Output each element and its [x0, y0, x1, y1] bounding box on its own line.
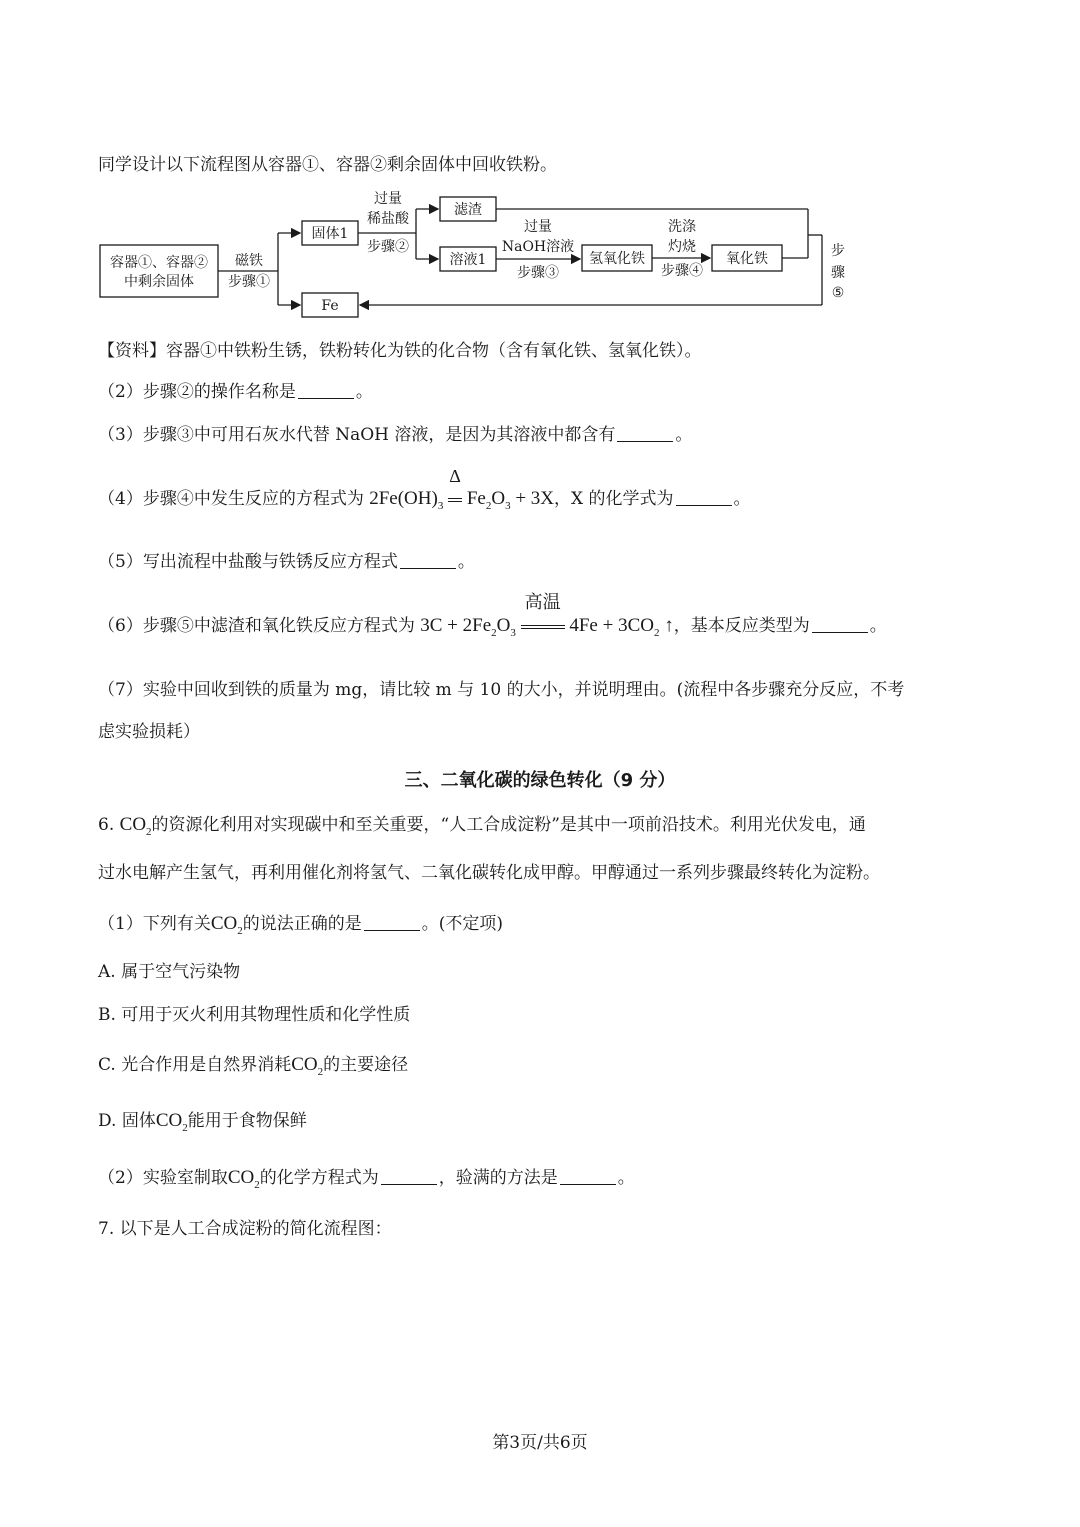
flow-label-step5-a: 步: [831, 243, 845, 259]
flow-label-hcl: 稀盐酸: [367, 211, 409, 227]
answer-blank[interactable]: [617, 441, 673, 442]
answer-blank[interactable]: [676, 505, 732, 506]
problem-6-q2-middle: 的化学方程式为: [259, 1168, 379, 1188]
answer-blank[interactable]: [812, 632, 868, 633]
flow-label-step2: 步骤②: [367, 239, 409, 255]
problem-6-text: 的资源化利用对实现碳中和至关重要，“人工合成淀粉”是其中一项前沿技术。利用光伏发电，通: [151, 815, 866, 835]
answer-blank[interactable]: [364, 930, 420, 931]
problem-6-number: 6.: [98, 815, 115, 835]
flow-label-step3: 步骤③: [517, 265, 559, 281]
flow-label-excess2: 过量: [524, 219, 552, 235]
question-7-line1: （7）实验中回收到铁的质量为 mg，请比较 m 与 10 的大小，并说明理由。(流程中各步骤充分反应，不考: [98, 680, 905, 700]
option-c-suffix: 的主要途径: [323, 1055, 409, 1075]
question-6: （6）步骤⑤中滤渣和氧化铁反应方程式为 $3C + 2Fe_2O_3$ 高温 $4Fe + 3CO_2$ ↑，基本反应类型为 。: [98, 592, 887, 639]
question-5: （5）写出流程中盐酸与铁锈反应方程式 。: [98, 552, 475, 572]
flow-label-naoh: NaOH溶液: [501, 239, 575, 255]
question-6-text: （6）步骤⑤中滤渣和氧化铁反应方程式为: [98, 616, 415, 636]
option-d-prefix: D. 固体: [98, 1111, 156, 1131]
problem-6-line1: 6. $CO_2$的资源化利用对实现碳中和至关重要，“人工合成淀粉”是其中一项前沿技术。利用光伏发电，通: [98, 814, 866, 838]
problem-6-q2: （2）实验室制取$CO_2$的化学方程式为 ，验满的方法是 。: [98, 1167, 635, 1191]
flow-label-wash: 洗涤: [668, 219, 696, 235]
problem-6-q2-middle2: ，验满的方法是: [438, 1168, 558, 1188]
flow-label-step4: 步骤④: [661, 263, 703, 279]
answer-blank[interactable]: [560, 1184, 616, 1185]
flow-label-excess: 过量: [374, 191, 402, 207]
option-d-suffix: 能用于食物保鲜: [187, 1111, 307, 1131]
question-6-suffix: ，基本反应类型为: [673, 616, 810, 636]
question-3-text: （3）步骤③中可用石灰水代替 NaOH 溶液，是因为其溶液中都含有: [98, 425, 616, 445]
answer-blank[interactable]: [298, 398, 354, 399]
equation-q4: $2Fe(OH)_3$ Δ $Fe_2O_3 + 3X$: [369, 466, 555, 512]
flow-fe2o3-text: 氧化铁: [726, 251, 768, 267]
question-7-line2: 虑实验损耗）: [98, 722, 200, 742]
option-d[interactable]: D. 固体$CO_2$能用于食物保鲜: [98, 1110, 307, 1134]
flow-start-line1: 容器①、容器②: [110, 255, 208, 271]
problem-6-q1-suffix: 。(不定项): [421, 914, 503, 934]
flow-label-step5-c: ⑤: [831, 285, 845, 301]
page-footer: 第3页/共6页: [492, 1433, 588, 1453]
option-c-prefix: C. 光合作用是自然界消耗: [98, 1055, 292, 1075]
flow-label-step5-b: 骤: [831, 265, 845, 281]
problem-6-q2-prefix: （2）实验室制取: [98, 1168, 228, 1188]
question-4: （4）步骤④中发生反应的方程式为 $2Fe(OH)_3$ Δ $Fe_2O_3 + 3X$，X 的化学式为 。: [98, 466, 751, 512]
flow-fe-text: Fe: [321, 298, 339, 314]
question-3: （3）步骤③中可用石灰水代替 NaOH 溶液，是因为其溶液中都含有 。: [98, 425, 693, 445]
flow-label-step1: 步骤①: [228, 274, 270, 290]
option-b[interactable]: B. 可用于灭火利用其物理性质和化学性质: [98, 1005, 411, 1025]
flow-solution1-text: 溶液1: [449, 252, 487, 268]
info-text: 【资料】容器①中铁粉生锈，铁粉转化为铁的化合物（含有氧化铁、氢氧化铁）。: [98, 341, 702, 361]
problem-6-line2: 过水电解产生氢气，再利用催化剂将氢气、二氧化碳转化成甲醇。甲醇通过一系列步骤最终转化为淀粉。: [98, 863, 880, 883]
option-a[interactable]: A. 属于空气污染物: [98, 962, 241, 982]
question-2: （2）步骤②的操作名称是 。: [98, 382, 373, 402]
option-c[interactable]: C. 光合作用是自然界消耗$CO_2$的主要途径: [98, 1054, 409, 1078]
flow-chart: [0, 185, 1080, 325]
question-5-text: （5）写出流程中盐酸与铁锈反应方程式: [98, 552, 398, 572]
intro-text: 同学设计以下流程图从容器①、容器②剩余固体中回收铁粉。: [98, 155, 557, 175]
section-title: 三、二氧化碳的绿色转化（9 分）: [404, 770, 676, 791]
question-4-text: （4）步骤④中发生反应的方程式为: [98, 489, 364, 509]
answer-blank[interactable]: [400, 568, 456, 569]
problem-7: 7. 以下是人工合成淀粉的简化流程图：: [98, 1219, 392, 1239]
answer-blank[interactable]: [381, 1184, 437, 1185]
problem-6-q1-prefix: （1）下列有关: [98, 914, 211, 934]
flow-residue-text: 滤渣: [454, 202, 482, 218]
flow-start-line2: 中剩余固体: [124, 274, 194, 290]
flow-solid1-text: 固体1: [311, 226, 349, 242]
question-4-suffix: ，X 的化学式为: [554, 489, 674, 509]
problem-6-q1-middle: 的说法正确的是: [242, 914, 362, 934]
question-2-text: （2）步骤②的操作名称是: [98, 382, 296, 402]
flow-label-magnet: 磁铁: [235, 253, 263, 269]
condition-high-temp: 高温: [524, 592, 561, 613]
flow-label-burn: 灼烧: [668, 239, 696, 255]
flow-feoh-text: 氢氧化铁: [589, 251, 645, 267]
equation-q6: $3C + 2Fe_2O_3$ 高温 $4Fe + 3CO_2$ ↑: [420, 592, 674, 639]
problem-6-q1: （1）下列有关$CO_2$的说法正确的是 。(不定项): [98, 913, 503, 937]
